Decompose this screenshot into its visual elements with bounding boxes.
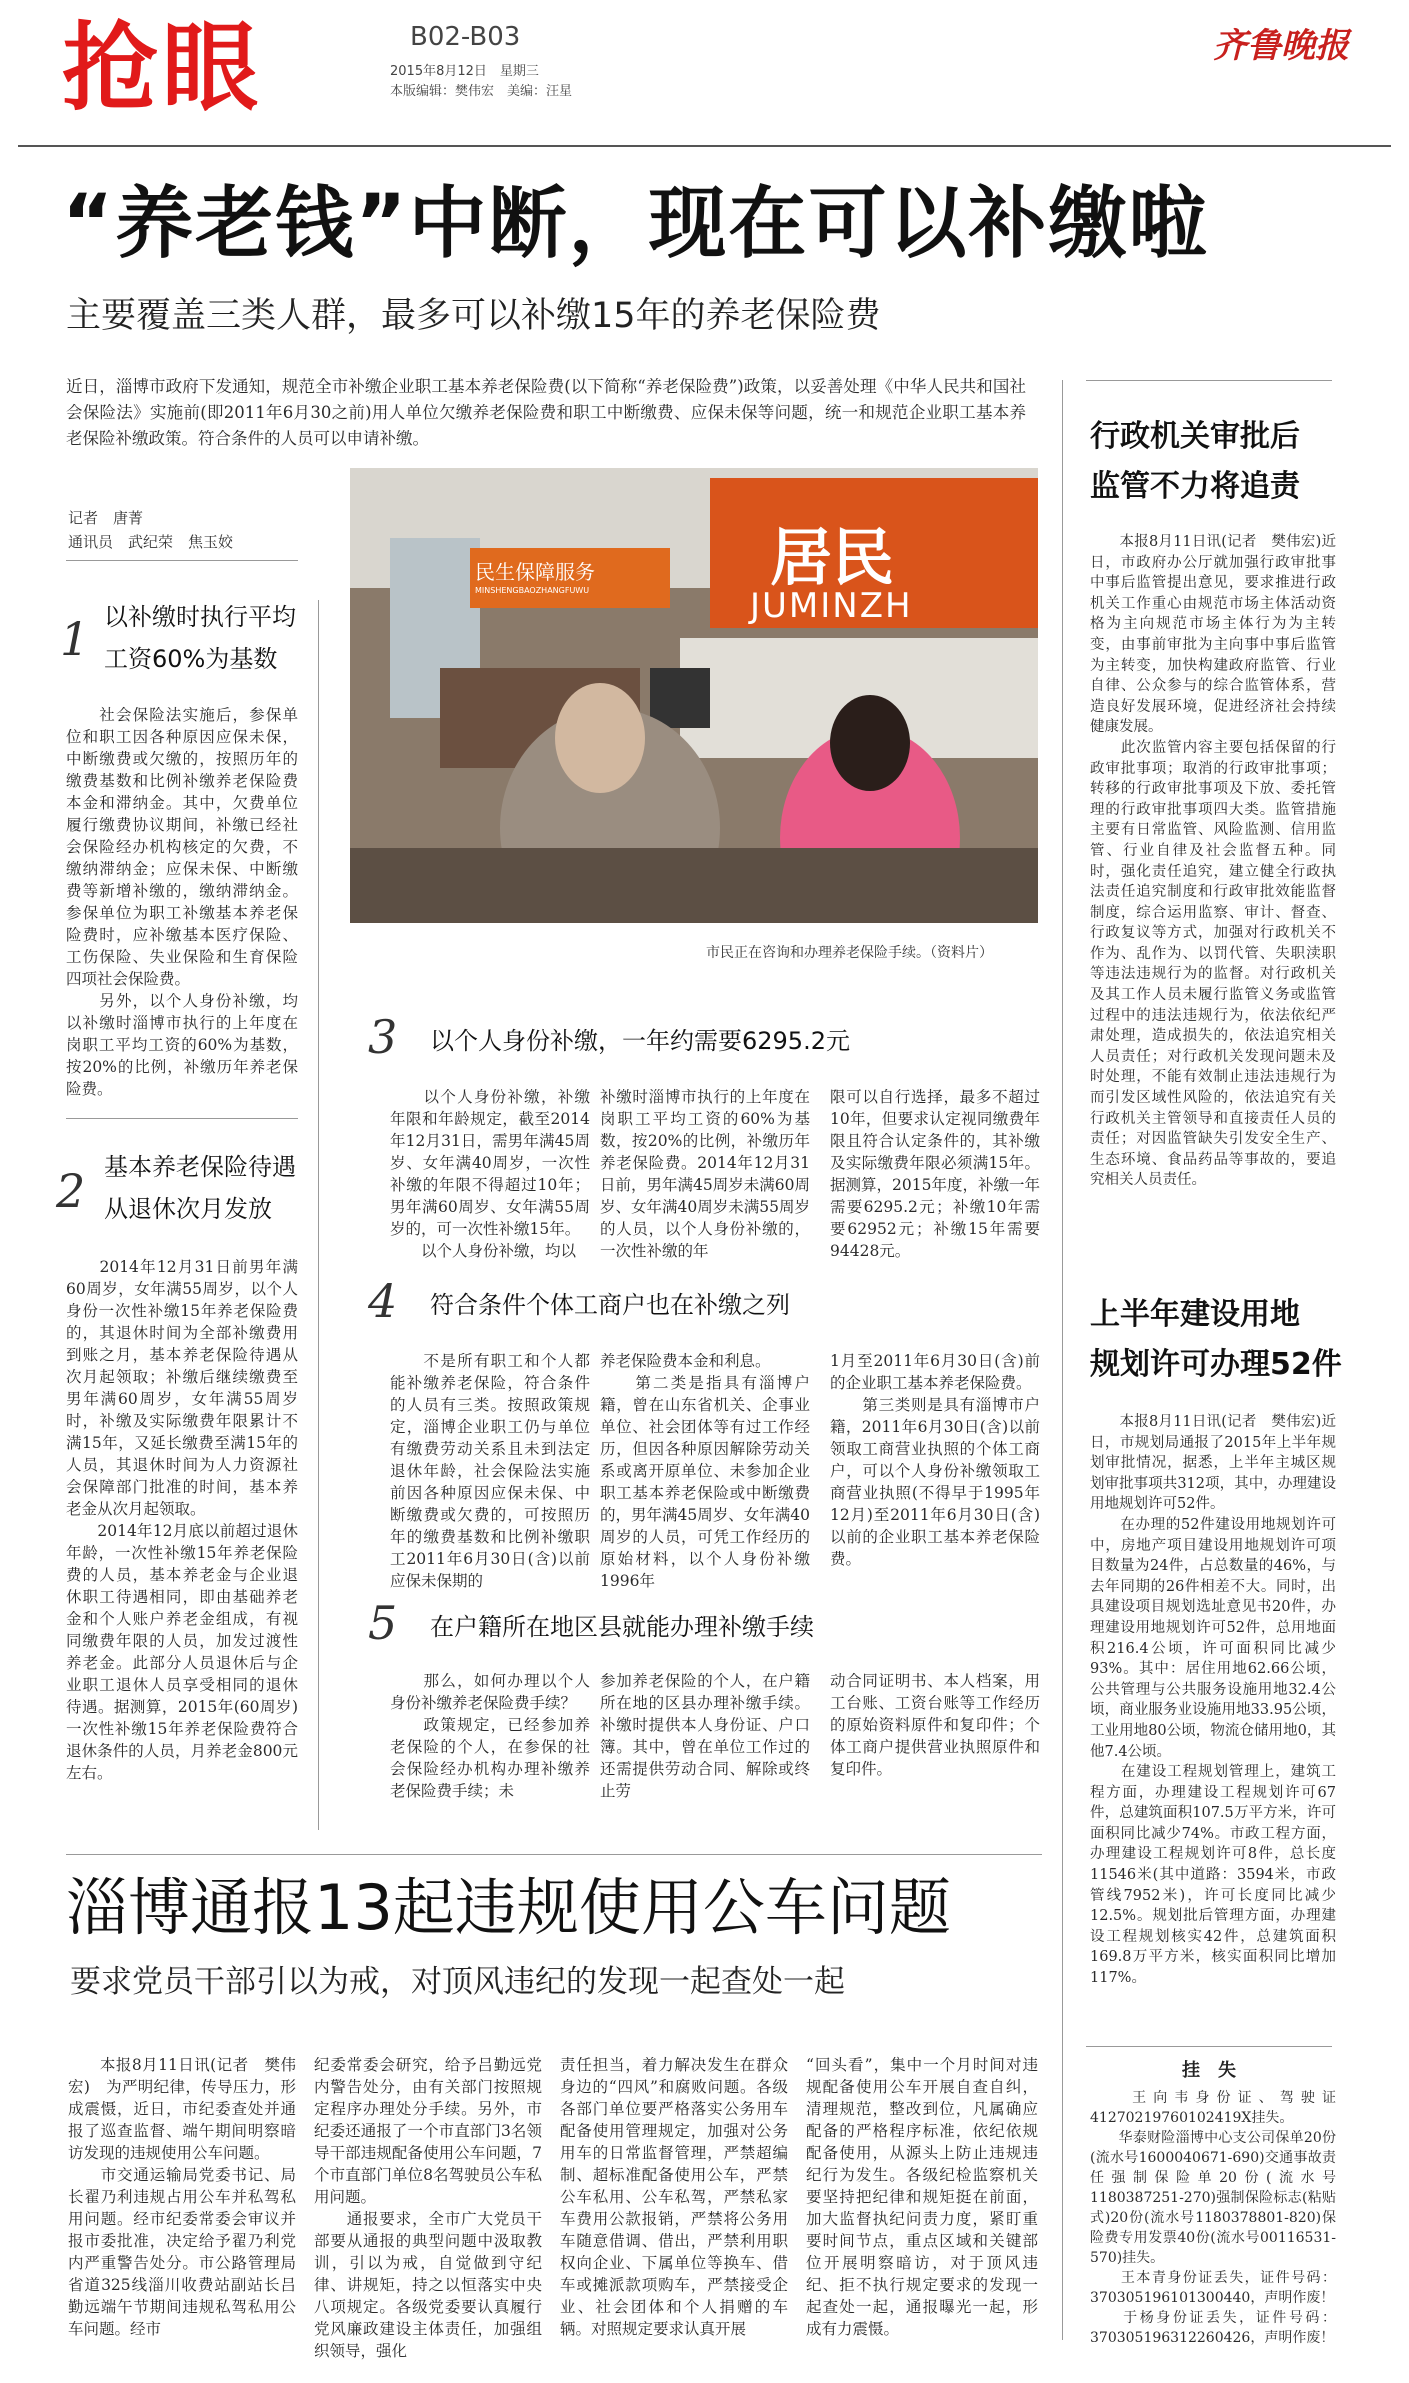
second-col4: “回头看”，集中一个月时间对违规配备使用公车开展自查自纠，清理规范，整改到位，凡属确应配备的严格程序标准，依纪依规配备使用，从源头上防止违规违纪行为发生。各级纪检监察机关要坚持把纪律和规矩挺在前面，加大监督执纪问责力度，紧盯重要时间节点，重点区域和关键部位开展明察暗访，对于顶风违纪、拒不执行规定要求的发现一起查处一起，通报曝光一起，形成有力震慑。 <box>806 2056 1038 2338</box>
section-2-title-line2: 从退休次月发放 <box>104 1195 272 1223</box>
section-4-col3: 1月至2011年6月30日(含)前的企业职工基本养老保险费。 第三类则是具有淄博市户籍，2011年6月30日(含)以前领取工商营业执照的个体工商户，可以个人身份补缴领取工商营业执照(不得早于1995年12月)至2011年6月30日(含)以前的企业职工基本养老保险费。 <box>830 1352 1040 1568</box>
photo-sign-pinyin: JUMINZH <box>750 586 913 626</box>
second-col3: 责任担当，着力解决发生在群众身边的“四风”和腐败问题。各级各部门单位要严格落实公务用车配备使用管理规定，加强对公务用车的日常监督管理，严禁超编制、超标准配备使用公车，严禁公车私用、公车私驾，严禁私家车费用公款报销，严禁将公务用车随意借调、借出，严禁利用职权向企业、下属单位等换车、借车或摊派款项购车，严禁接受企业、社会团体和个人捐赠的车辆。对照规定要求认真开展 <box>560 2056 788 2338</box>
header-divider <box>18 145 1391 147</box>
section-2-title <box>104 1146 296 1230</box>
byline <box>68 506 298 554</box>
section-5-col2: 参加养老保险的个人，在户籍所在地的区县办理补缴手续。补缴时提供本人身份证、户口簿。其中，曾在单位工作过的还需提供劳动合同、解除或终止劳 <box>600 1672 810 1800</box>
section-4-number: 4 <box>368 1274 398 1328</box>
column-rule <box>318 600 319 1830</box>
photo-caption: 市民正在咨询和办理养老保险手续。（资料片） <box>706 945 993 961</box>
section-title: 抢眼 <box>62 12 262 124</box>
section-5-title: 在户籍所在地区县就能办理补缴手续 <box>430 1613 814 1641</box>
byline-divider <box>66 560 298 561</box>
main-subheadline: 主要覆盖三类人群，最多可以补缴15年的养老保险费 <box>66 296 881 336</box>
section-5-col1: 那么，如何办理以个人身份补缴养老保险费手续？ 政策规定，已经参加养老保险的个人，在参保的社会保险经办机构办理补缴养老保险费手续；未 <box>390 1672 590 1800</box>
section-1-text: 社会保险法实施后，参保单位和职工因各种原因应保未保，中断缴费或欠缴的，按照历年的缴费基数和比例补缴养老保险费本金和滞纳金。其中，欠费单位履行缴费协议期间，补缴已经社会保险经办机构核定的欠费，不缴纳滞纳金；应保未保、中断缴费等新增补缴的，缴纳滞纳金。参保单位为职工补缴基本养老保险费时，应补缴基本医疗保险、工伤保险、失业保险和生育保险四项社会保险费。 另外，以个人身份补缴，均以补缴时淄博市执行的上年度在岗职工平均工资的60%为基数，按20%的比例，补缴历年养老保险费。 <box>66 706 298 1098</box>
section-3-col2: 补缴时淄博市执行的上年度在岗职工平均工资的60%为基数，按20%的比例，补缴历年养老保险费。2014年12月31日前，男年满45周岁未满60周岁、女年满40周岁未满55周岁的人员，以个人身份补缴的，一次性补缴的年 <box>600 1088 810 1260</box>
section-5-col3: 动合同证明书、本人档案，用工台账、工资台账等工作经历的原始资料原件和复印件；个体工商户提供营业执照原件和复印件。 <box>830 1672 1040 1778</box>
section-1-title <box>104 596 296 680</box>
lost-notice-rule <box>1086 2046 1332 2047</box>
lead-paragraph: 近日，淄博市政府下发通知，规范全市补缴企业职工基本养老保险费(以下简称“养老保险费”)政策，以妥善处理《中华人民共和国社会保险法》实施前(即2011年6月30之前)用人单位欠缴养老保险费和职工中断缴费、应保未保等问题，统一和规范企业职工基本养老保险补缴政策。符合条件的人员可以申请补缴。 <box>66 377 1026 448</box>
newspaper-brand: 齐鲁晚报 <box>1213 26 1349 66</box>
news-photo <box>350 468 1038 923</box>
sidebar-article-2-title-line1: 上半年建设用地 <box>1090 1297 1300 1332</box>
section-5-number: 5 <box>368 1596 398 1650</box>
photo-illustration <box>350 468 1038 923</box>
photo-small-sign: 民生保障服务 <box>475 560 595 584</box>
lost-notice-title: 挂 失 <box>1182 2060 1236 2081</box>
section-2-number: 2 <box>56 1164 86 1218</box>
second-col1: 本报8月11日讯(记者 樊伟宏) 为严明纪律，传导压力，形成震慑，近日，市纪委查处并通报了巡查监督、端午期间明察暗访发现的违规使用公车问题。 市交通运输局党委书记、局长翟乃利违规占用公车并私驾私用问题。经市纪委常委会审议并报市委批准，决定给予翟乃利党内严重警告处分。市公路管理局省道325线淄川收费站副站长吕勤远端午节期间违规私驾私用公车问题。经市 <box>68 2056 296 2338</box>
sidebar-top-rule <box>1086 380 1332 381</box>
editor-credits: 本版编辑：樊伟宏 美编：汪星 <box>390 84 573 99</box>
issue-date: 2015年8月12日 星期三 <box>390 64 539 79</box>
second-subheadline: 要求党员干部引以为戒，对顶风违纪的发现一起查处一起 <box>70 1964 845 2000</box>
second-col2: 纪委常委会研究，给予吕勤远党内警告处分，由有关部门按照规定程序办理处分手续。另外，市纪委还通报了一个市直部门3名领导干部违规配备使用公车问题，7个市直部门单位8名驾驶员公车私用问题。 通报要求，全市广大党员干部要从通报的典型问题中汲取教训，引以为戒，自觉做到守纪律、讲规矩，持之以恒落实中央八项规定。各级党委要认真履行党风廉政建设主体责任，加强组织领导，强化 <box>314 2056 542 2360</box>
section-4-title: 符合条件个体工商户也在补缴之列 <box>430 1291 790 1319</box>
sidebar-rule <box>1062 380 1063 2340</box>
lost-notice-text: 王向韦身份证、驾驶证41270219760102419X挂失。 华泰财险淄博中心支公司保单20份(流水号1600040671-690)交通事故责任强制保险单20份(流水号1180387251-270)强制保险标志(粘贴式)20份(流水号1180378801-820)保险费专用发票40份(流水号00116531-570)挂失。 王本青身份证丢失，证件号码：370305196101300440，声明作废！ 于杨身份证丢失，证件号码：370305196312260426，声明作废！ <box>1090 2090 1336 2346</box>
sidebar-article-1-title-line1: 行政机关审批后 <box>1090 419 1300 454</box>
byline-correspondent: 通讯员 武纪荣 焦玉姣 <box>68 533 234 551</box>
section-3-title: 以个人身份补缴，一年约需要6295.2元 <box>430 1027 850 1055</box>
byline-reporter: 记者 唐菁 <box>68 509 144 527</box>
second-article-rule <box>66 1854 1042 1855</box>
photo-small-sign-pinyin: MINSHENGBAOZHANGFUWU <box>475 586 590 595</box>
sidebar-article-1-title-line2: 监管不力将追责 <box>1090 469 1300 504</box>
section-1-title-line2: 工资60%为基数 <box>104 645 278 673</box>
section-4-col1: 不是所有职工和个人都能补缴养老保险，符合条件的人员有三类。按照政策规定，淄博企业职工仍与单位有缴费劳动关系且未到法定退休年龄，社会保险法实施前因各种原因应保未保、中断缴费或欠费的，可按照历年的缴费基数和比例补缴职工2011年6月30日(含)以前应保未保期的 <box>390 1352 590 1590</box>
sidebar-article-2-title-line2: 规划许可办理52件 <box>1090 1347 1342 1382</box>
photo-sign-text: 居民 <box>770 521 895 594</box>
section-divider <box>66 1118 298 1119</box>
section-3-col3: 限可以自行选择，最多不超过10年，但要求认定视同缴费年限且符合认定条件的，其补缴及实际缴费年限必须满15年。据测算，2015年度，补缴一年需要6295.2元；补缴10年需要62952元；补缴15年需要94428元。 <box>830 1088 1040 1260</box>
section-3-col1: 以个人身份补缴，补缴年限和年龄规定，截至2014年12月31日，需男年满45周岁、女年满40周岁，一次性补缴的年限不得超过10年；男年满60周岁、女年满55周岁的，可一次性补缴15年。 以个人身份补缴，均以 <box>390 1088 590 1260</box>
section-2-title-line1: 基本养老保险待遇 <box>104 1153 296 1181</box>
section-1-number: 1 <box>60 612 90 666</box>
main-headline: “养老钱”中断，现在可以补缴啦 <box>62 179 1209 269</box>
section-3-number: 3 <box>368 1010 398 1064</box>
sidebar-article-1-text: 本报8月11日讯(记者 樊伟宏)近日，市政府办公厅就加强行政审批事中事后监管提出意见，要求推进行政机关工作重心由规范市场主体活动资格为主向规范市场主体行为为主转变，由事前审批为主向事中事后监管为主转变，加快构建政府监管、行业自律、公众参与的综合监管体系，营造良好发展环境，促进经济社会持续健康发展。 此次监管内容主要包括保留的行政审批事项；取消的行政审批事项；转移的行政审批事项及下放、委托管理的行政审批事项四大类。监管措施主要有日常监管、风险监测、信用监管、行业自律及社会监督五种。同时，强化责任追究，建立健全行政执法责任追究制度和行政审批效能监督制度，综合运用监察、审计、督查、行政复议等方式，加强对行政机关不作为、乱作为、以罚代管、失职渎职等违法违规行为的监督。对行政机关及其工作人员未履行监管义务或监管过程中的违法违规行为，依法依纪严肃处理，造成损失的，依法追究相关人员责任；对行政机关发现问题未及时处理，不能有效制止违法违规行为而引发区域性风险的，依法追究有关行政机关主管领导和直接责任人员的责任；对因监管缺失引发安全生产、生态环境、食品药品等事故的，要追究相关人员责任。 <box>1090 534 1336 1189</box>
sidebar-article-2-title <box>1090 1290 1342 1390</box>
sidebar-article-2-text: 本报8月11日讯(记者 樊伟宏)近日，市规划局通报了2015年上半年规划审批情况，据悉，上半年主城区规划审批事项共312项，其中，办理建设用地规划许可52件。 在办理的52件建设用地规划许可中，房地产项目建设用地规划许可项目数量为24件，占总数量的46%，与去年同期的26件相差不大。同时，出具建设项目规划选址意见书20件，办理建设用地规划许可52件，总用地面积216.4公顷，许可面积同比减少93%。其中：居住用地62.66公顷，公共管理与公共服务设施用地32.4公顷，商业服务业设施用地33.95公顷，工业用地80公顷，物流仓储用地0，其他7.4公顷。 在建设工程规划管理上，建筑工程方面，办理建设工程规划许可67件，总建筑面积107.5万平方米，许可面积同比减少74%。市政工程方面，办理建设工程规划许可8件，总长度11546米(其中道路：3594米，市政管线7952米)，许可长度同比减少12.5%。规划批后管理方面，办理建设工程规划核实42件，总建筑面积169.8万平方米，核实面积同比增加117%。 <box>1090 1414 1336 1987</box>
section-1-title-line1: 以补缴时执行平均 <box>104 603 296 631</box>
second-headline: 淄博通报13起违规使用公车问题 <box>66 1871 951 1944</box>
sidebar-article-1-title <box>1090 412 1300 512</box>
page-range: B02-B03 <box>410 22 521 52</box>
section-2-text: 2014年12月31日前男年满60周岁，女年满55周岁，以个人身份一次性补缴15年养老保险费的，其退休时间为全部补缴费用到账之月，基本养老保险待遇从次月起领取；补缴后继续缴费至男年满60周岁，女年满55周岁时，补缴及实际缴费年限累计不满15年，又延长缴费至满15年的人员，其退休时间为人力资源社会保障部门批准的时间，基本养老金从次月起领取。 2014年12月底以前超过退休年龄，一次性补缴15年养老保险费的人员，基本养老金与企业退休职工待遇相同，即由基础养老金和个人账户养老金组成，有视同缴费年限的人员，加发过渡性养老金。此部分人员退休后与企业职工退休人员享受相同的退休待遇。据测算，2015年(60周岁)一次性补缴15年养老保险费符合退休条件的人员，月养老金800元左右。 <box>66 1258 298 1782</box>
section-4-col2: 养老保险费本金和利息。 第二类是指具有淄博户籍，曾在山东省机关、企事业单位、社会团体等有过工作经历，但因各种原因解除劳动关系或离开原单位、未参加企业职工基本养老保险或中断缴费的，男年满45周岁、女年满40周岁的人员，可凭工作经历的原始材料，以个人身份补缴1996年 <box>600 1352 810 1590</box>
